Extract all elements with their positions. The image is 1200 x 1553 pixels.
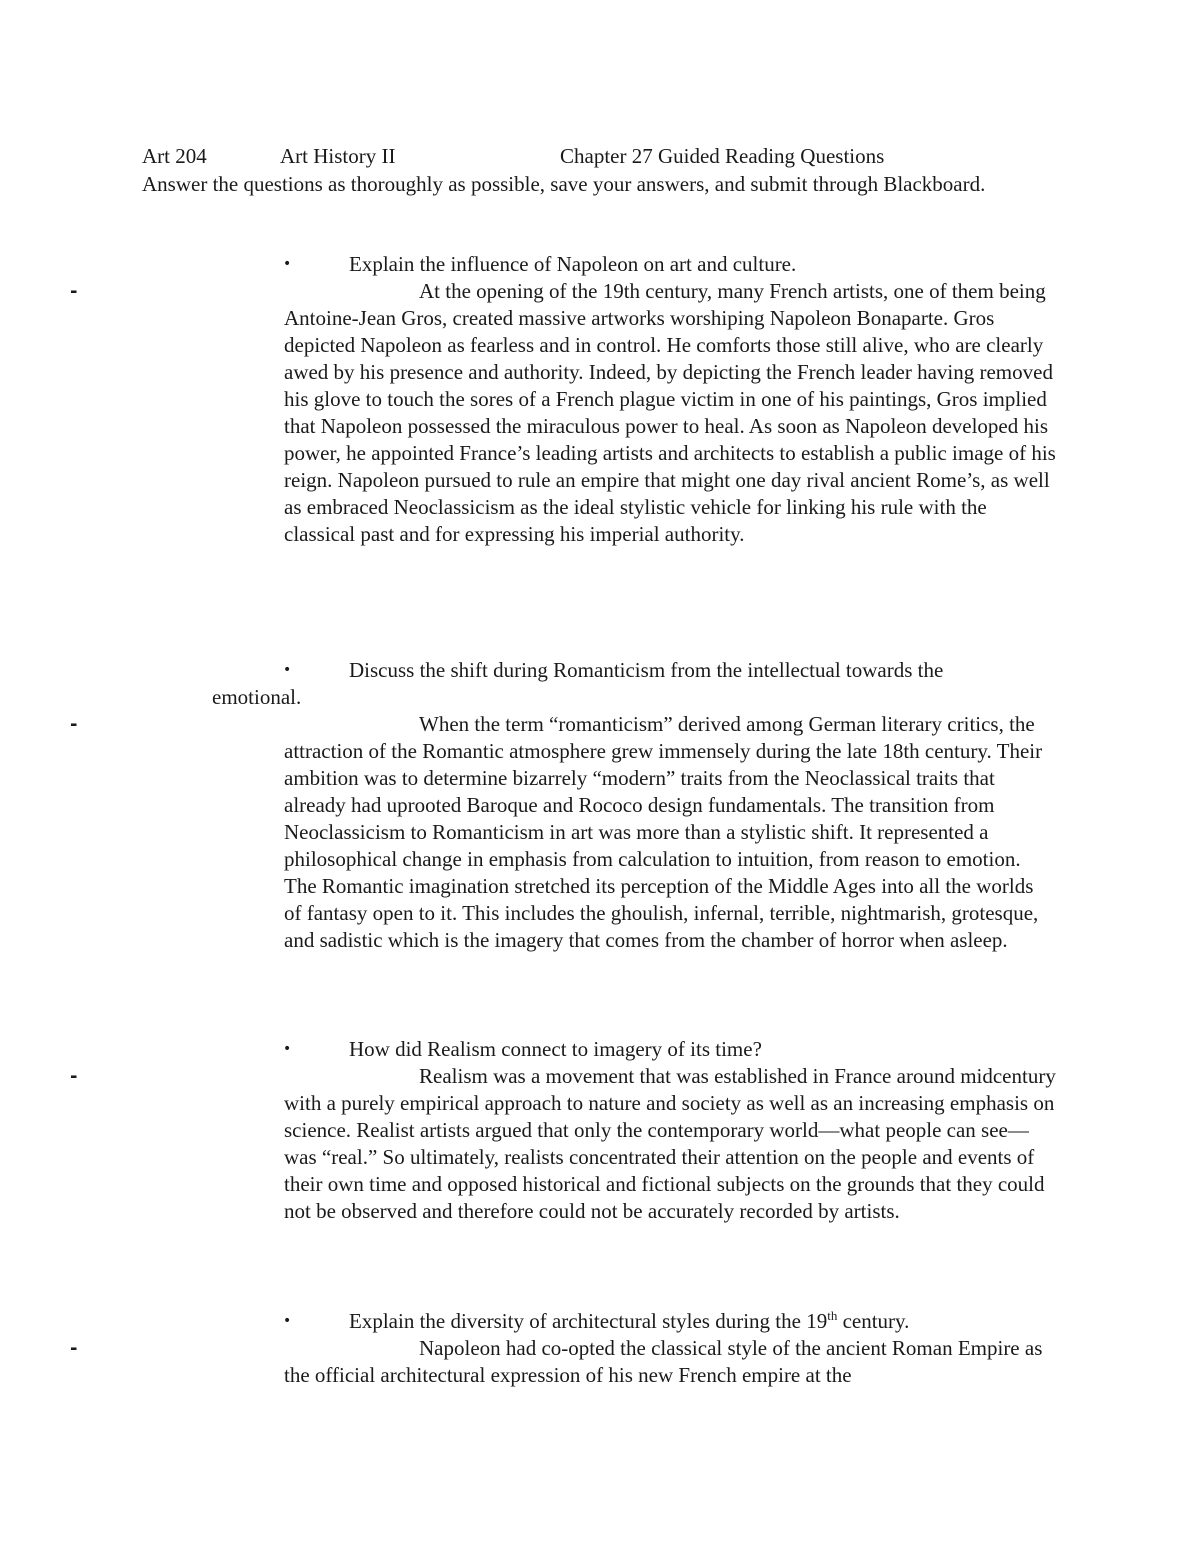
course-code: Art 204 [142, 144, 207, 168]
answer-block [0, 711, 1056, 954]
superscript: th [827, 1308, 838, 1323]
bullet-icon: • [283, 256, 292, 272]
instructions: Answer the questions as thoroughly as possible, save your answers, and submit through Blackboard. [142, 172, 986, 196]
answer-text: At the opening of the 19th century, many French artists, one of them being Antoine-Jean Gros, created massive artworks worshiping Napoleon Bonaparte. Gros depicted Napoleon as fearless and in control. He comforts those still alive, who are clearly awed by his presence and authority. Indeed, by depicting the French leader having removed his glove to touch the sores of a French plague victim in one of his paintings, Gros implied that Napoleon possessed the miraculous power to heal. As soon as Napoleon developed his power, he appointed France’s leading artists and architects to establish a public image of his reign. Napoleon pursued to rule an empire that might one day rival ancient Rome’s, as well as embraced Neoclassicism as the ideal stylistic vehicle for linking his rule with the classical past and for expressing his imperial authority. [284, 279, 1056, 546]
question-text [349, 1308, 909, 1335]
question-text-part: century. [837, 1309, 910, 1333]
answer-text: When the term “romanticism” derived among German literary critics, the attraction of the Romantic atmosphere grew immensely during the late 18th century. Their ambition was to determine bizarrely “modern” traits from the Neoclassical traits that already had uprooted Baroque and Rococo design fundamentals. The transition from Neoclassicism to Romanticism in art was more than a stylistic shift. It represented a philosophical change in emphasis from calculation to intuition, from reason to emotion. The Romantic imagination stretched its perception of the Middle Ages into all the worlds of fantasy open to it. This includes the ghoulish, infernal, terrible, nightmarish, grotesque, and sadistic which is the imagery that comes from the chamber of horror when asleep. [284, 712, 1043, 952]
dash-icon: - [70, 1066, 78, 1087]
assignment-title: Chapter 27 Guided Reading Questions [560, 144, 885, 168]
question-text-part: Explain the diversity of architectural styles during the 19 [349, 1309, 828, 1333]
answer-block [0, 278, 1056, 548]
question-1 [0, 251, 1200, 548]
question-4 [0, 1308, 1200, 1389]
question-text-continued: emotional. [212, 685, 302, 709]
answer-block [0, 1335, 1056, 1389]
bullet-icon: • [283, 1041, 292, 1057]
dash-icon: - [70, 281, 78, 302]
answer-text: Realism was a movement that was established in France around midcentury with a purely empirical approach to nature and society as well as an increasing emphasis on science. Realist artists argued that only the contemporary world—what people can see—was “real.” So ultimately, realists concentrated their attention on the people and events of their own time and opposed historical and fictional subjects on the grounds that they could not be observed and therefore could not be accurately recorded by artists. [284, 1064, 1056, 1223]
question-3 [0, 1036, 1200, 1225]
document-header [142, 143, 1042, 170]
course-title: Art History II [280, 144, 396, 168]
answer-text: Napoleon had co-opted the classical style of the ancient Roman Empire as the official architectural expression of his new French empire at the [284, 1336, 1043, 1387]
bullet-icon: • [283, 1313, 292, 1329]
question-text: Explain the influence of Napoleon on art and culture. [349, 252, 797, 276]
question-text: How did Realism connect to imagery of its time? [349, 1037, 762, 1061]
bullet-icon: • [283, 662, 292, 678]
question-text: Discuss the shift during Romanticism from the intellectual towards the [349, 658, 944, 682]
question-2 [0, 657, 1200, 954]
dash-icon: - [70, 1338, 78, 1359]
dash-icon: - [70, 714, 78, 735]
answer-block [0, 1063, 1056, 1225]
